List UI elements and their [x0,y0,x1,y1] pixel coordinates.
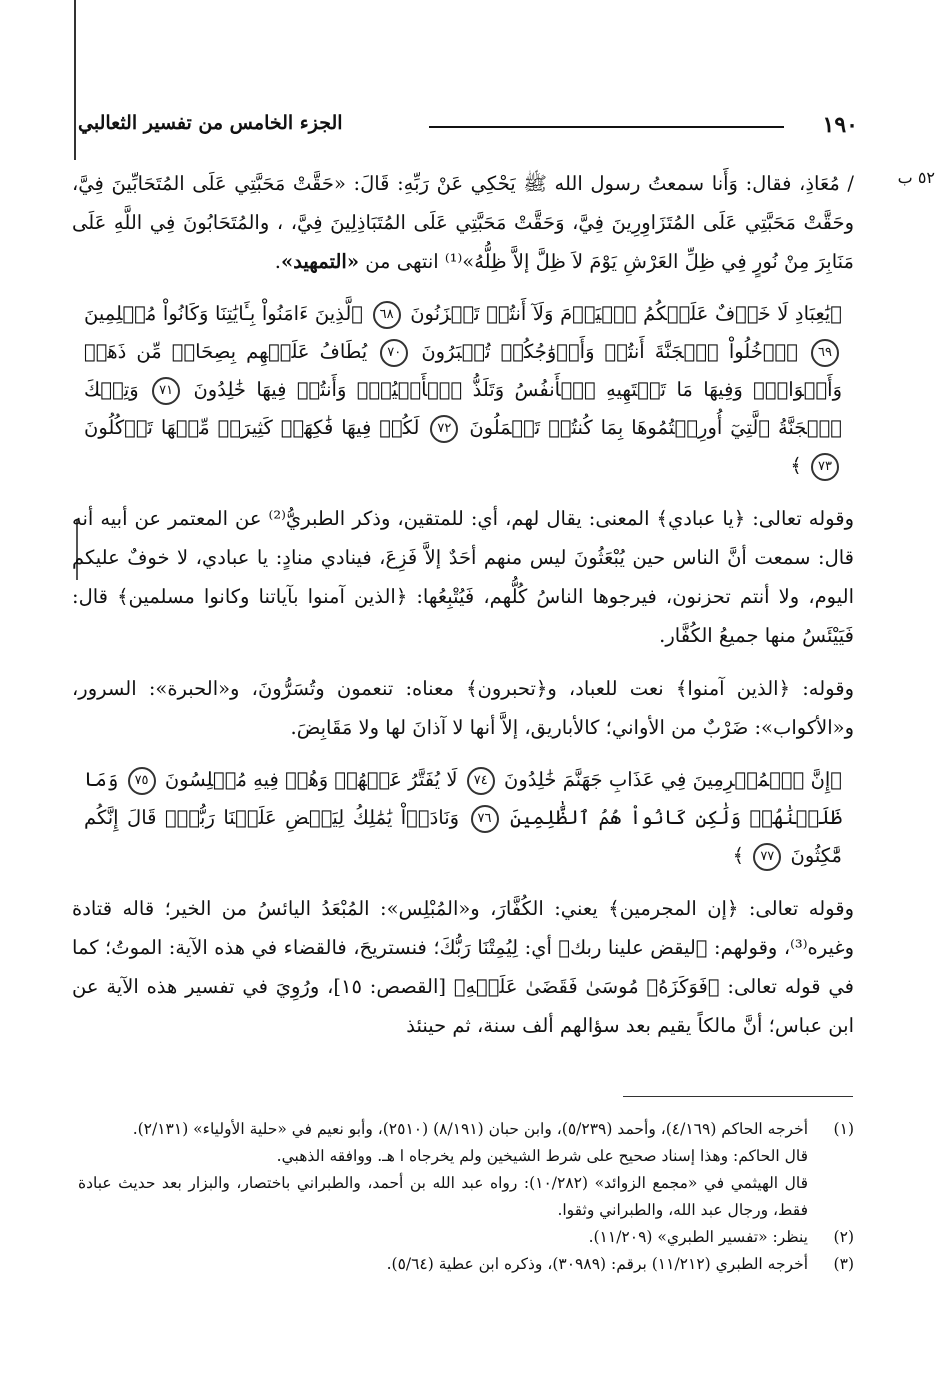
paragraph-end: . [274,250,281,273]
main-text [72,164,854,1059]
verse-text: وَتِلۡكَ ٱلۡجَنَّةُ ٱلَّتِيٓ أُورِثۡتُمُوهَا بِمَا كُنتُمۡ تَعۡمَلُونَ [84,378,843,439]
verse-text: ﴿إِنَّ ٱلۡمُجۡرِمِينَ فِي عَذَابِ جَهَنَّمَ خَٰلِدُونَ [503,768,843,791]
ayah-number-marker: ٧٦ [471,805,499,833]
quran-block-1 [72,295,854,485]
ayah-number-marker: ٧٥ [128,767,156,795]
paragraph-commentary-3: وقوله تعالى: ﴿إن المجرمين﴾ يعني: الكُفَّارَ، و«المُبْلِس»: المُبْعَدُ اليائسُ من الخير؛ قاله قتادة وغيره⁽³⁾، وقولهم: ﴿ليقض علينا ربك﴾ أي: لِيُمِتْنَا رَبُّكَ؛ فنستريحَ، فالقضاء في هذه الآية: الموتُ؛ كما في قوله تعالى: ﴿فَوَكَزَهُۥ مُوسَىٰ فَقَضَىٰ عَلَيۡهِ﴾ [القصص: ١٥]، ورُوِيَ في تفسير هذه الآية عن ابن عباس؛ أنَّ مالكاً يقيم بعد سؤالهم ألف سنة، ثم حينئذ [72,897,854,1037]
page-header [78,112,858,146]
verse-text: ٱدۡخُلُواْ ٱلۡجَنَّةَ أَنتُمۡ وَأَزۡوَٰجُكُمۡ تُحۡبَرُونَ [421,340,798,363]
verse-text: ٱلَّذِينَ ءَامَنُواْ بِـَٔايَٰتِنَا وَكَانُواْ مُسۡلِمِينَ [84,302,364,325]
verse-text: يُطَافُ عَلَيۡهِم بِصِحَافٖ مِّن ذَهَبٖ وَأَكۡوَابٖۖ وَفِيهَا مَا تَشۡتَهِيهِ ٱلۡأَنفُسُ وَتَلَذُّ ٱلۡأَعۡيُنُۖ وَأَنتُمۡ فِيهَا خَٰلِدُونَ [84,340,843,401]
verse-text: وَمَا ظَلَمۡنَٰهُمۡ وَلَٰكِن كَانُواْ هُمُ ٱلظَّٰلِمِينَ [84,768,843,829]
footnote-text: قال الحاكم: وهذا إسناد صحيح على شرط الشيخين ولم يخرجاه ا هـ. ووافقه الذهبي. [276,1147,808,1165]
paragraph-text: / مُعَاذِ، فقال: وَأَنا سمعتُ رسول الله ﷺ يَحْكِي عَنْ رَبِّهِ: قَالَ: «حَقَّتْ مَحَبَّتِي عَلَى المُتَحَابِّينَ فِيَّ، وحَقَّتْ مَحَبَّتِي عَلَى المُتَزَاوِرِينَ فِيَّ، وَحَقَّتْ مَحَبَّتِي عَلَى المُتَبَاذِلِينَ فِيَّ، ، والمُتَحَابُونَ فِي اللَّهِ عَلَى مَنَابِرَ مِنْ نُورٍ فِي ظِلِّ العَرْشِ يَوْمَ لاَ ظِلَّ إلاَّ ظِلُّهُ»⁽¹⁾ انتهى من [72,172,854,273]
header-divider [429,126,784,128]
footnote-text: قال الهيثمي في «مجمع الزوائد» (١٠/٢٨٢): رواه عبد الله بن أحمد، والطبراني باختصار، والبزار بعد حديث عبادة فقط، ورجال عبد الله، والطبراني وثقوا. [78,1174,809,1219]
paragraph-hadith [72,164,854,281]
ayah-number-marker: ٧٢ [430,415,458,443]
manuscript-folio-note: ٥٢ ب [897,168,935,187]
ayah-number-marker: ٧٣ [811,453,839,481]
paragraph-commentary-2: وقوله: ﴿الذين آمنوا﴾ نعت للعباد، و﴿تحبرون﴾ معناه: تنعمون وتُسَرُّونَ، و«الحبرة»: السرور، و«الأكواب»: ضَرْبٌ من الأواني؛ كالأباريق، إلاَّ أنها لا آذانَ لها ولا مَقَابِضَ. [72,677,854,739]
footnote-divider [623,1096,853,1097]
verse-text: وَنَادَوۡاْ يَٰمَٰلِكُ لِيَقۡضِ عَلَيۡنَا رَبُّكَۖ قَالَ إِنَّكُم مَّٰكِثُونَ [84,806,842,867]
footnote-item [78,1116,854,1143]
ayah-number-marker: ٦٩ [811,339,839,367]
ayah-number-marker: ٧١ [152,377,180,405]
source-title: «التمهيد» [281,250,359,273]
footnote-number: (١) [833,1120,854,1138]
ayah-number-marker: ٧٤ [467,767,495,795]
footnotes [78,1116,854,1278]
margin-rule [74,0,76,160]
footnote-text: أخرجه الطبري (١١/٢١٢) برقم: (٣٠٩٨٩)، وذكره ابن عطية (٥/٦٤). [386,1255,808,1273]
verse-text: لَا يُفَتَّرُ عَنۡهُمۡ وَهُمۡ فِيهِ مُبۡلِسُونَ [164,768,458,791]
footnote-item [78,1224,854,1251]
paragraph-commentary-1: وقوله تعالى: ﴿يا عبادي﴾ المعنى: يقال لهم، أي: للمتقين، وذكر الطبريُّ⁽²⁾ عن المعتمر عن أبيه أنه قال: سمعت أنَّ الناس حين يُبْعَثُونَ ليس منهم أحَدٌ إلاَّ فَزِعَ، فينادي منادٍ: يا عبادي، لا خوفٌ عليكم اليوم، ولا أنتم تحزنون، فيرجوها الناسُ كُلُّهم، فَيُتْبِعُها: ﴿الذين آمنوا بآياتنا وكانوا مسلمين﴾ قال: فَيَيْئَسُ منها جميعُ الكُفَّار. [72,507,854,647]
verse-close: ﴾ [790,454,802,477]
verse-text: ﴿يَٰعِبَادِ لَا خَوۡفٌ عَلَيۡكُمُ ٱلۡيَوۡمَ وَلَآ أَنتُمۡ تَحۡزَنُونَ [410,302,842,325]
footnote-number: (٢) [833,1228,854,1246]
footnote-text: ينظر: «تفسير الطبري» (١١/٢٠٩). [588,1228,808,1246]
footnote-item [78,1251,854,1278]
ayah-number-marker: ٧٠ [380,339,408,367]
ayah-number-marker: ٦٨ [373,301,401,329]
quran-block-2 [72,761,854,875]
page-number: ١٩٠ [822,112,858,138]
verse-close: ﴾ [732,844,745,867]
footnote-text: أخرجه الحاكم (٤/١٦٩)، وأحمد (٥/٢٣٩)، وابن حبان (٨/١٩١) (٢٥١٠)، وأبو نعيم في «حلية الأولياء» (٢/١٣١). [132,1120,808,1138]
verse-text: لَكُمۡ فِيهَا فَٰكِهَةٞ كَثِيرَةٞ مِّنۡهَا تَأۡكُلُونَ [84,416,420,439]
running-title: الجزء الخامس من تفسير الثعالبي [78,112,343,134]
footnote-number: (٣) [833,1255,854,1273]
ayah-number-marker: ٧٧ [753,843,781,871]
